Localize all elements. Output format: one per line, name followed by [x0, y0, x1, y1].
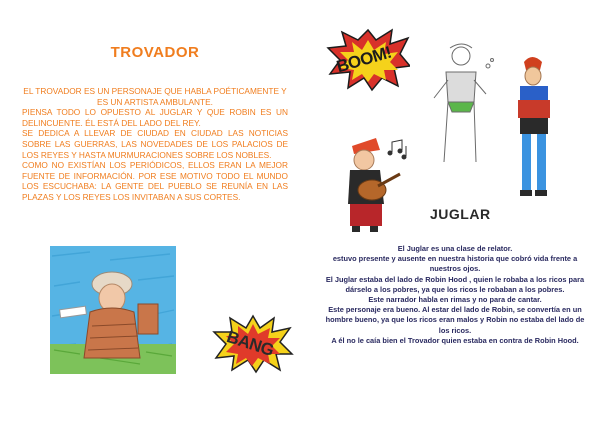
juglar-paragraph: A él no le caía bien el Trovador quien estaba en contra de Robin Hood.	[331, 335, 579, 345]
trovador-description	[22, 86, 288, 203]
minstrel-drawing	[342, 134, 416, 234]
juglar-paragraph: Este narrador habla en rimas y no para de cantar.	[368, 295, 542, 305]
juglar-description	[320, 244, 590, 346]
trovador-paragraph: SE DEDICA A LLEVAR DE CIUDAD EN CIUDAD LAS NOTICIAS SOBRE LAS GUERRAS, LAS NOVEDADES DE LOS PALACIOS DE LOS REYES Y HASTA MURMURACIONES SOBRE LOS NOBLES.	[22, 128, 288, 160]
juglar-paragraph: El Juglar es una clase de relator.	[397, 244, 513, 253]
juglar-paragraph: estuvo presente y ausente en nuestra historia que cobró vida frente a nuestros ojos.	[332, 254, 578, 274]
trovador-paragraph: EL TROVADOR ES UN PERSONAJE QUE HABLA POÉTICAMENTE Y ES UN ARTISTA AMBULANTE.	[23, 86, 287, 107]
juglar-characters-drawing	[428, 40, 566, 210]
boom-text: BOOM!	[334, 42, 394, 77]
juglar-label: JUGLAR	[430, 206, 491, 222]
trovador-paragraph: COMO NO EXISTÍAN LOS PERIÓDICOS, ELLOS ERAN LA MEJOR FUENTE DE INFORMACIÓN. POR ESE MOTIVO TODO EL MUNDO LOS ESCUCHABA: LA GENTE DEL PUEBLO SE REUNÍA EN LAS PLAZAS Y LOS REYES LOS INVITABAN A SUS CORTES.	[22, 160, 288, 202]
boom-sound-effect	[326, 28, 410, 92]
trovador-title: TROVADOR	[110, 44, 200, 61]
bang-text: BANG	[224, 327, 276, 360]
bang-sound-effect	[212, 314, 294, 374]
juglar-paragraph: El Juglar estaba del lado de Robin Hood , quien le robaba a los ricos para dárselo a los pobres, ya que los ricos le robaban a los pobres.	[325, 274, 585, 294]
trovador-paragraph: PIENSA TODO LO OPUESTO AL JUGLAR Y QUE ROBIN ES UN DELINCUENTE. ÉL ESTÁ DEL LADO DEL REY.	[22, 107, 288, 128]
juglar-paragraph: Este personaje era bueno. Al estar del lado de Robin, se convertía en un hombre bueno, ya que los ricos eran malos y Robin no estaba del lado de los ricos.	[325, 305, 585, 335]
troubadour-drawing	[50, 246, 176, 374]
